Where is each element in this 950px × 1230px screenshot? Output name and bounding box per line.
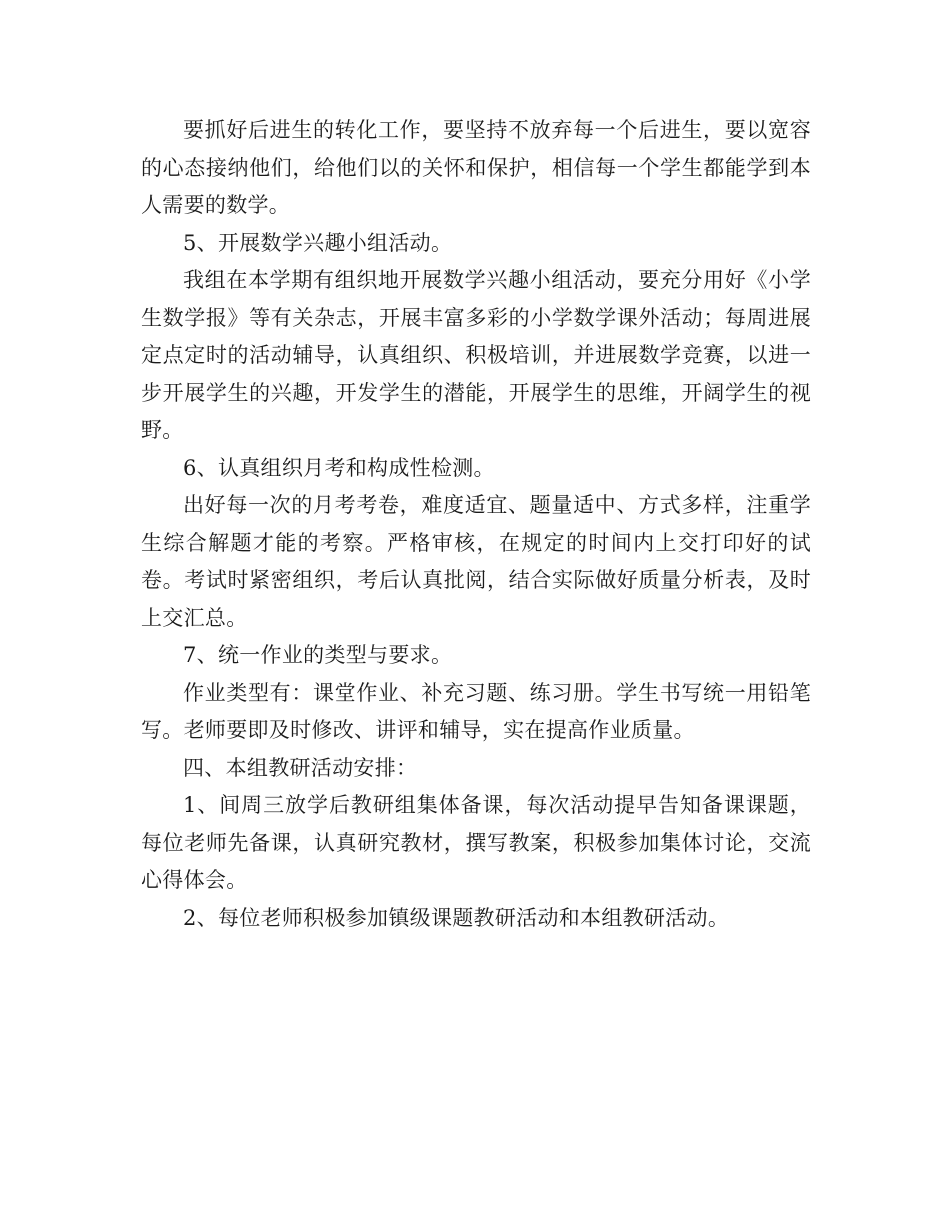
paragraph-monthly-exam: 出好每一次的月考考卷，难度适宜、题量适中、方式多样，注重学生综合解题才能的考察。严格审核，在规定的时间内上交打印好的试卷。考试时紧密组织，考后认真批阅，结合实际做好质量分析表，及时上交汇总。 [141, 493, 811, 630]
heading-6-monthly-exam: 6、认真组织月考和构成性检测。 [183, 455, 495, 480]
heading-section-4-activities: 四、本组教研活动安排： [183, 755, 418, 780]
heading-7-homework: 7、统一作业的类型与要求。 [183, 643, 453, 667]
paragraph-underachiever-work: 要抓好后进生的转化工作，要坚持不放弃每一个后进生，要以宽容的心态接纳他们，给他们以的关怀和保护，相信每一个学生都能学到本人需要的数学。 [141, 118, 811, 217]
paragraph-homework: 作业类型有：课堂作业、补充习题、练习册。学生书写统一用铅笔写。老师要即及时修改、讲评和辅导，实在提高作业质量。 [141, 680, 811, 742]
document-body [141, 112, 811, 937]
heading-5-interest-group: 5、开展数学兴趣小组活动。 [183, 230, 453, 255]
paragraph-interest-group: 我组在本学期有组织地开展数学兴趣小组活动，要充分用好《小学生数学报》等有关杂志，开展丰富多彩的小学数学课外活动；每周进展定点定时的活动辅导，认真组织、积极培训，并进展数学竞赛，以进一步开展学生的兴趣，开发学生的潜能，开展学生的思维，开阔学生的视野。 [141, 268, 811, 442]
paragraph-activity-1: 1、间周三放学后教研组集体备课，每次活动提早告知备课课题，每位老师先备课，认真研究教材，撰写教案，积极参加集体讨论，交流心得体会。 [141, 793, 811, 892]
paragraph-activity-2: 2、每位老师积极参加镇级课题教研活动和本组教研活动。 [183, 905, 730, 930]
